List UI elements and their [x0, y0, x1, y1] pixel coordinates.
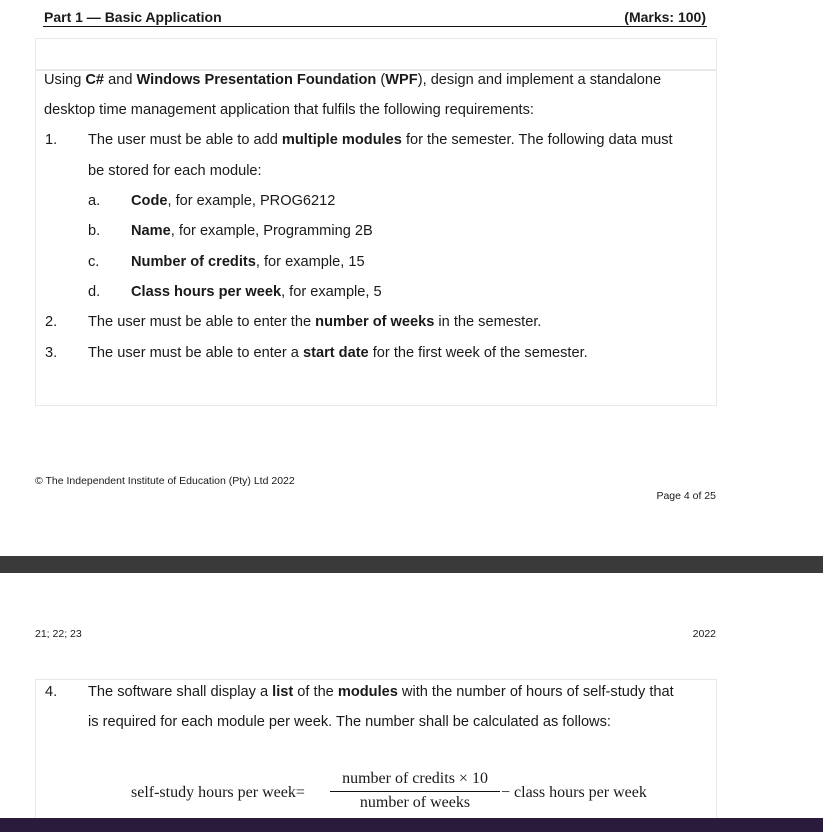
sub-item-class-hours: Class hours per week, for example, 5 — [131, 284, 382, 300]
sub-item-code: Code, for example, PROG6212 — [131, 193, 336, 209]
document-page-5 — [0, 573, 823, 818]
requirement-number: 3. — [45, 345, 58, 361]
sub-item-letter: d. — [88, 284, 101, 300]
running-header-left: 21; 22; 23 — [35, 628, 82, 640]
formula-denominator: number of weeks — [359, 794, 471, 812]
marks-label: (Marks: 100) — [624, 9, 706, 25]
requirement-number: 4. — [45, 684, 58, 700]
sub-item-credits: Number of credits, for example, 15 — [131, 254, 365, 270]
table-row-blank — [35, 38, 717, 71]
viewer-bottom-bar — [0, 818, 823, 832]
requirement-4-line-1: The software shall display a list of the modules with the number of hours of self-study that — [88, 684, 674, 700]
formula-rhs: − class hours per week — [501, 784, 647, 801]
requirement-3: The user must be able to enter a start date for the first week of the semester. — [88, 345, 588, 361]
running-header-right: 2022 — [692, 628, 716, 640]
requirement-2: The user must be able to enter the number of weeks in the semester. — [88, 314, 542, 330]
formula-numerator: number of credits × 10 — [342, 770, 488, 787]
part-title: Part 1 — Basic Application — [44, 9, 222, 25]
copyright-footer: © The Independent Institute of Education (Pty) Ltd 2022 — [35, 475, 295, 487]
requirement-1-line-2: be stored for each module: — [88, 163, 262, 179]
self-study-formula — [131, 770, 691, 816]
sub-item-name: Name, for example, Programming 2B — [131, 223, 373, 239]
requirement-number: 1. — [45, 132, 58, 148]
intro-line-1: Using C# and Windows Presentation Foundation (WPF), design and implement a standalone — [44, 72, 662, 88]
formula-lhs: self-study hours per week= — [131, 784, 305, 801]
requirement-1-line-1: The user must be able to add multiple modules for the semester. The following data must — [88, 132, 673, 148]
formula-fraction — [330, 770, 500, 812]
section-header — [43, 8, 707, 27]
fraction-bar — [330, 791, 500, 792]
requirement-4-line-2: is required for each module per week. The number shall be calculated as follows: — [88, 714, 611, 730]
page-separator — [0, 556, 823, 573]
requirement-number: 2. — [45, 314, 58, 330]
sub-item-letter: a. — [88, 193, 101, 209]
sub-item-letter: c. — [88, 254, 100, 270]
sub-item-letter: b. — [88, 223, 101, 239]
intro-line-2: desktop time management application that fulfils the following requirements: — [44, 102, 534, 118]
page-number: Page 4 of 25 — [656, 490, 716, 502]
